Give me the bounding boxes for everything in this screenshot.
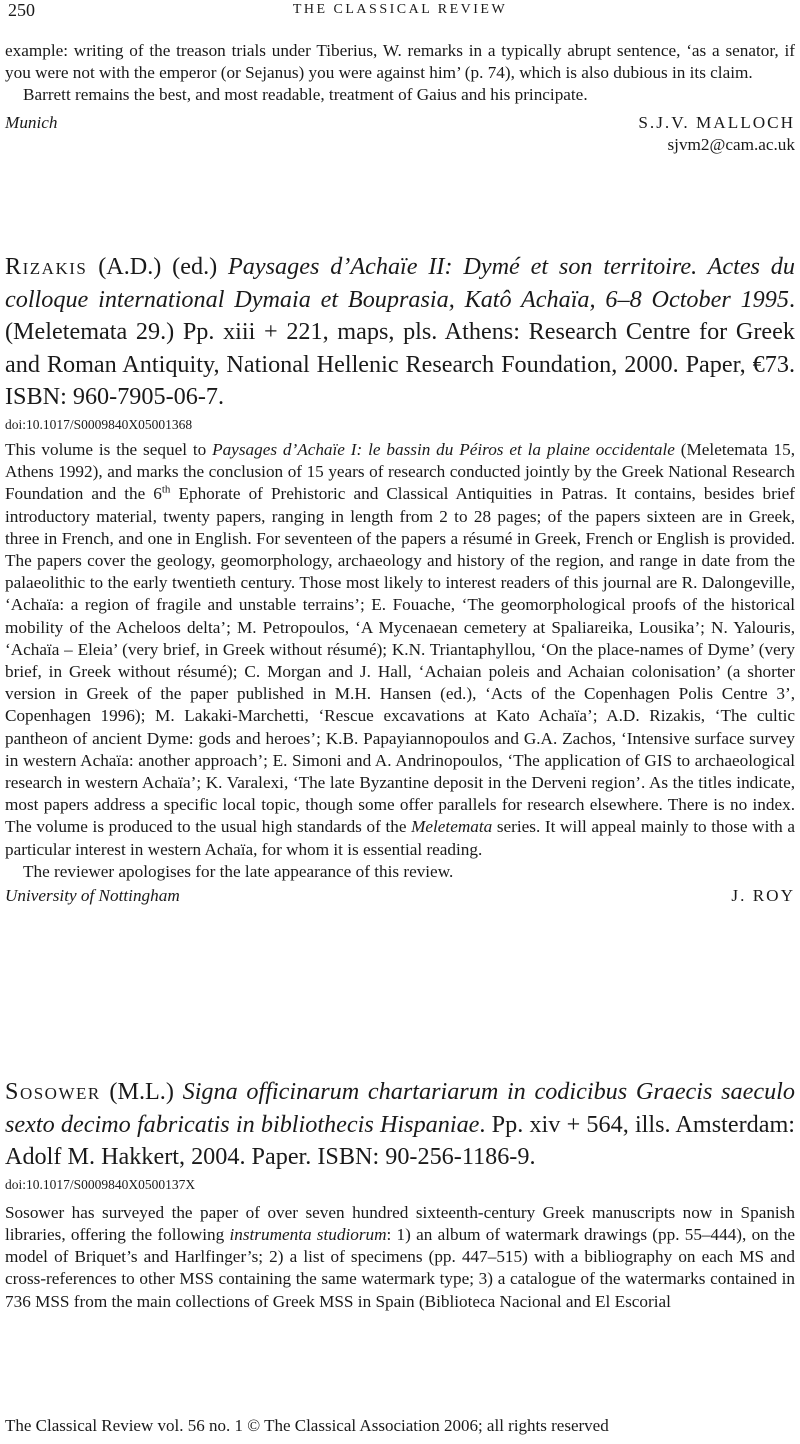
book-title: Signa officinarum chartariarum in codicibus Graecis saeculo sexto decimo fabricatis in bibliothecis Hispaniae	[5, 1078, 795, 1138]
page-header	[8, 0, 792, 24]
publication-details: . (Meletemata 29.) Pp. xiii + 221, maps, pls. Athens: Research Centre for Greek and Roman Antiquity, National Hellenic Research Foundation, 2000. Paper, €73. ISBN: 960-7905-06-7.	[5, 285, 795, 411]
body-paragraph: This volume is the sequel to Paysages d’Achaïe I: le bassin du Péiros et la plaine occidentale (Meletemata 15, Athens 1992), and marks the conclusion of 15 years of research conducted jointly by the Greek National Research Foundation and the 6th Ephorate of Prehistoric and Classical Antiquities in Patras. It contains, besides brief introductory material, twenty papers, ranging in length from 2 to 28 pages; of the papers sixteen are in Greek, three in French, and one in English. For seventeen of the papers a résumé in Greek, French or English is provided. The papers cover the geology, geomorphology, archaeology and history of the region, and range in date from the palaeolithic to the early twentieth century. Those most likely to interest readers of this journal are R. Dalongeville, ‘Achaïa: a region of fragile and unstable terrains’; E. Fouache, ‘The geomorphological proofs of the historical mobility of the Acheloos delta’; M. Petropoulos, ‘A Mycenaean cemetery at Spaliareika, Lousika’; N. Yalouris, ‘Achaïa – Eleia’ (very brief, in Greek without résumé); K.N. Triantaphyllou, ‘On the place-names of Dyme’ (very brief, in Greek without résumé); C. Morgan and J. Hall, ‘Achaian poleis and Achaian colonisation’ (a shorter version in Greek of the paper published in M.H. Hansen (ed.), ‘Acts of the Copenhagen Polis Centre 3’, Copenhagen 1996); M. Lakaki-Marchetti, ‘Rescue excavations at Kato Achaïa’; A.D. Rizakis, ‘The cultic pantheon of ancient Dyme: gods and heroes’; K.B. Papayiannopoulos and G.A. Zachos, ‘Intensive surface survey in western Achaïa: another approach’; E. Simoni and A. Andrinopoulos, ‘The application of GIS to archaeological research in western Achaïa’; K. Varalexi, ‘The late Byzantine deposit in the Derveni region’. As the titles indicate, most papers address a specific local topic, though some offer parallels for research elsewhere. There is no index. The volume is produced to the usual high standards of the Meletemata series. It will appeal mainly to those with a particular interest in western Achaïa, for whom it is essential reading.	[5, 439, 795, 859]
body-paragraph: example: writing of the treason trials under Tiberius, W. remarks in a typically abrupt sentence, ‘as a senator, if you were not with the emperor (or Sejanus) you were against him’ (p. 74), which is also dubious in its claim.	[5, 41, 795, 83]
review-sosower	[5, 1076, 795, 1313]
publication-details: . Pp. xiv + 564, ills. Amsterdam: Adolf M. Hakkert, 2004. Paper. ISBN: 90-256-1186-9.	[5, 1110, 796, 1171]
reviewer-place: Munich	[5, 112, 58, 132]
body-paragraph: Sosower has surveyed the paper of over seven hundred sixteenth-century Greek manuscripts now in Spanish libraries, offering the following instrumenta studiorum: 1) an album of watermark drawings (pp. 55–444), on the model of Briquet’s and Harlfinger’s; 2) a list of specimens (pp. 447–515) with a bibliography on each MS and cross-references to other MSS containing the same watermark type; 3) a catalogue of the watermarks contained in 736 MSS from the main collections of Greek MSS in Spain (Biblioteca Nacional and El Escorial	[5, 1202, 795, 1311]
body-paragraph: The reviewer apologises for the late appearance of this review.	[23, 861, 454, 881]
body-paragraph: Barrett remains the best, and most readable, treatment of Gaius and his principate.	[23, 85, 588, 105]
signature-line	[5, 112, 795, 134]
page-footer: The Classical Review vol. 56 no. 1 © The Classical Association 2006; all rights reserved	[5, 1416, 609, 1435]
page-number: 250	[8, 0, 35, 20]
doi: doi:10.1017/S0009840X0500137X	[5, 1176, 196, 1192]
previous-review-tail	[5, 40, 795, 156]
doi: doi:10.1017/S0009840X05001368	[5, 416, 193, 432]
review-heading: Sosower (M.L.) Signa officinarum chartariarum in codicibus Graecis saeculo sexto decimo fabricatis in bibliothecis Hispaniae. Pp. xiv + 564, ills. Amsterdam: Adolf M. Hakkert, 2004. Paper. ISBN: 90-256-1186-9.	[5, 1078, 796, 1171]
reviewer-name: S.J.V. MALLOCH	[638, 112, 795, 132]
reviewer-name: J. ROY	[731, 886, 795, 906]
reviewer-email: sjvm2@cam.ac.uk	[667, 134, 795, 154]
review-rizakis	[5, 251, 795, 907]
running-head: THE CLASSICAL REVIEW	[292, 2, 508, 17]
book-title: Paysages d’Achaïe II: Dymé et son territoire. Actes du colloque international Dymaia et Bouprasia, Katô Achaïa, 6–8 October 1995	[5, 253, 795, 313]
review-author: Sosower	[5, 1078, 101, 1105]
review-author: Rizakis	[5, 253, 88, 280]
signature-line	[5, 885, 795, 907]
reviewer-place: University of Nottingham	[5, 886, 180, 906]
review-heading: Rizakis (A.D.) (ed.) Paysages d’Achaïe II: Dymé et son territoire. Actes du colloque international Dymaia et Bouprasia, Katô Achaïa, 6–8 October 1995. (Meletemata 29.) Pp. xiii + 221, maps, pls. Athens: Research Centre for Greek and Roman Antiquity, National Hellenic Research Foundation, 2000. Paper, €73. ISBN: 960-7905-06-7.	[5, 253, 795, 411]
